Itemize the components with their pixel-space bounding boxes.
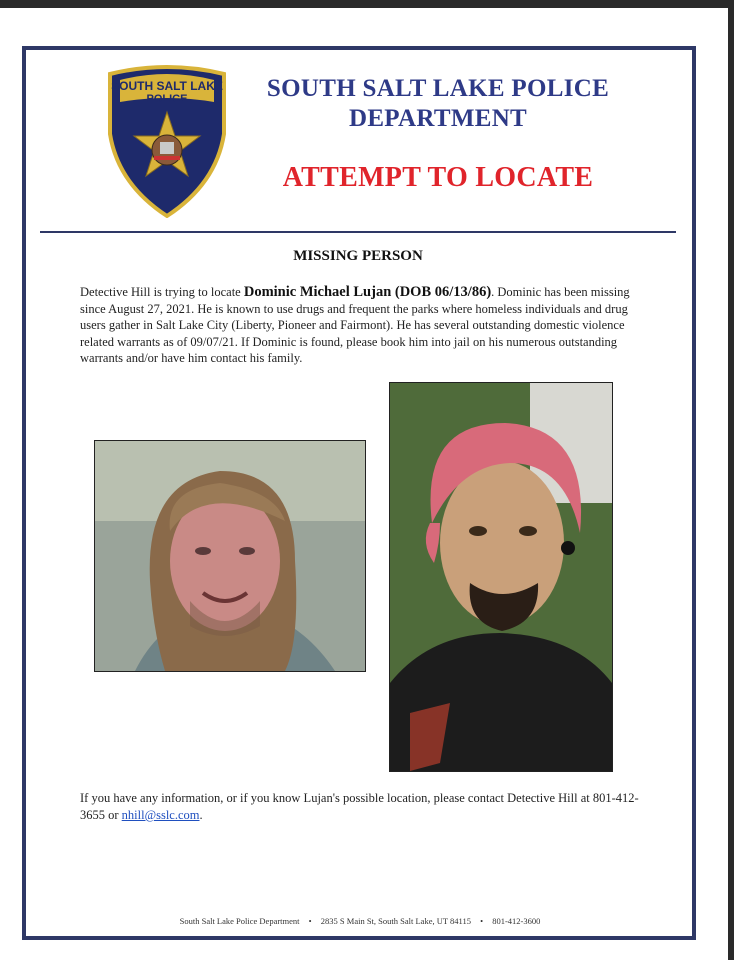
contact-text: If you have any information, or if you know Lujan's possible location, please contact Detective Hill at 801-412-3655 or bbox=[80, 791, 639, 822]
contact-end: . bbox=[199, 808, 203, 822]
footer-separator: • bbox=[308, 916, 312, 926]
notice-intro: Detective Hill is trying to locate bbox=[80, 285, 244, 299]
notice-details: . Dominic has been missing since August 27, 2021. He is known to use drugs and frequent the parks where homeless individuals and drug users gather in Salt Lake City (Liberty, Pioneer and Fairmont). He has several outstanding domestic violence related warrants as of 09/07/21. If Dominic is found, please book him into jail on his numerous outstanding warrants and/or have him contact his family. bbox=[80, 285, 630, 365]
police-badge-icon bbox=[104, 64, 230, 218]
section-title: MISSING PERSON bbox=[293, 248, 423, 264]
contact-info bbox=[80, 790, 650, 824]
footer-phone: 801-412-3600 bbox=[492, 916, 541, 926]
footer bbox=[60, 916, 660, 926]
contact-email-link[interactable]: nhill@sslc.com bbox=[121, 808, 200, 822]
footer-org: South Salt Lake Police Department bbox=[179, 916, 300, 926]
notice-body bbox=[80, 284, 640, 367]
footer-separator: • bbox=[480, 916, 484, 926]
person-photo-2 bbox=[389, 382, 613, 772]
department-line2: DEPARTMENT bbox=[348, 105, 528, 132]
flyer-page bbox=[0, 8, 728, 960]
badge-top-text: SOUTH SALT LAKE bbox=[111, 79, 223, 93]
footer-address: 2835 S Main St, South Salt Lake, UT 84115 bbox=[320, 916, 471, 926]
person-name-dob: Dominic Michael Lujan (DOB 06/13/86) bbox=[243, 284, 492, 300]
attempt-to-locate-heading: ATTEMPT TO LOCATE bbox=[282, 162, 594, 193]
person-photo-1 bbox=[94, 440, 366, 672]
badge-middle-text: POLICE bbox=[146, 93, 188, 105]
department-line1: SOUTH SALT LAKE POLICE bbox=[266, 75, 610, 102]
header-divider bbox=[40, 231, 676, 233]
department-title bbox=[240, 74, 636, 134]
